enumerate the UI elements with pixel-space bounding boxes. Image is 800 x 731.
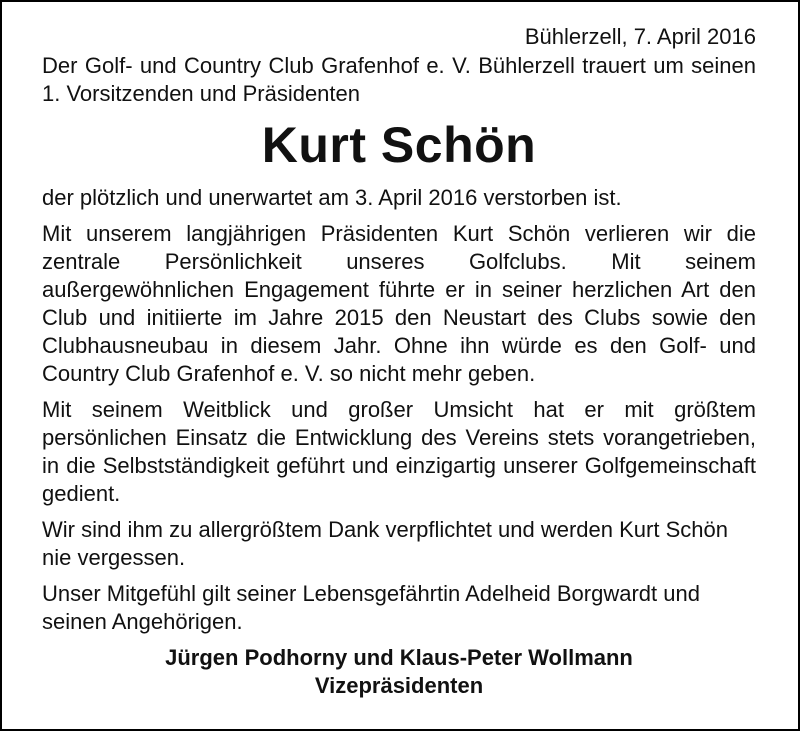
dateline: Bühlerzell, 7. April 2016 [524,24,756,49]
paragraph-passing: der plötzlich und unerwartet am 3. April 2016 verstorben ist. [42,185,622,210]
intro-text: Der Golf- und Country Club Grafenhof e. V. Bühlerzell trauert um seinen 1. Vorsitzenden und Präsidenten [42,53,756,106]
paragraph-vision: Mit seinem Weitblick und großer Umsicht hat er mit größtem persönlichen Einsatz die Entwicklung des Vereins stets vorangetrieben, in die Selbstständigkeit geführt und einzigartig unserer Golfgemeinschaft gedient. [42,397,756,506]
signatories-title: Vizepräsidenten [314,673,484,698]
notice-content [42,22,756,700]
deceased-name: Kurt Schön [261,117,537,173]
paragraph-tribute: Mit unserem langjährigen Präsidenten Kurt Schön verlieren wir die zentrale Persönlichkeit unseres Golfclubs. Mit seinem außergewöhnlichen Engagement führte er in seiner herzlichen Art den Club und initiierte im Jahre 2015 den Neustart des Clubs sowie den Clubhausneubau in diesem Jahr. Ohne ihn würde es den Golf- und Country Club Grafenhof e. V. so nicht mehr geben. [42,221,756,386]
paragraph-condolence: Unser Mitgefühl gilt seiner Lebensgefährtin Adelheid Borgwardt und seinen Angehörigen. [42,581,700,634]
paragraph-gratitude: Wir sind ihm zu allergrößtem Dank verpflichtet und werden Kurt Schön nie vergessen. [42,517,728,570]
signatories: Jürgen Podhorny und Klaus-Peter Wollmann [165,645,633,670]
